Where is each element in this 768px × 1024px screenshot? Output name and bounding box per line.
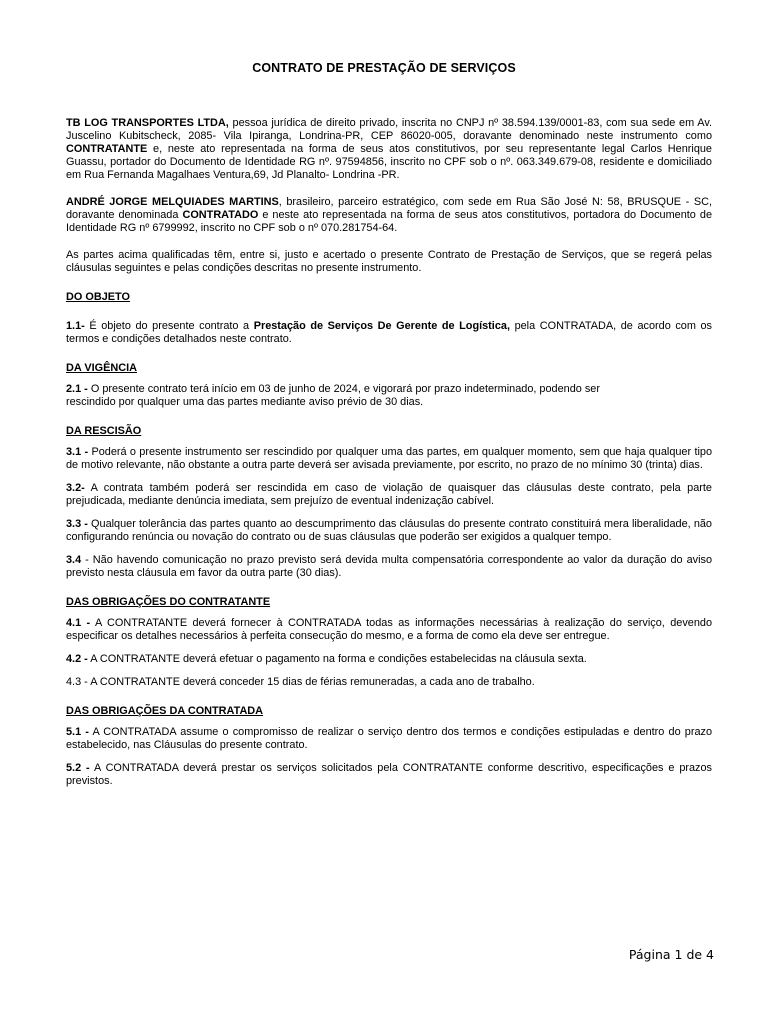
agreement-paragraph: As partes acima qualificadas têm, entre si, justo e acertado o presente Contrato de Prestação de Serviços, que se regerá pelas cláusulas seguintes e pelas condições descritas no presente instrumento.	[66, 249, 712, 274]
clause-number: 3.1 -	[66, 446, 89, 458]
clause-text: É objeto do presente contrato a	[84, 320, 254, 332]
clause-number: 4.2 -	[66, 653, 88, 665]
clause-4-3: 4.3 - A CONTRATANTE deverá conceder 15 dias de férias remuneradas, a cada ano de trabalho.	[66, 676, 535, 688]
clause-5-2	[66, 762, 712, 788]
contratado-name: ANDRÉ JORGE MELQUIADES MARTINS	[66, 196, 279, 208]
heading-vigencia: DA VIGÊNCIA	[66, 362, 137, 374]
clause-3-1	[66, 446, 712, 472]
contratado-text-2: e neste ato representada na forma de seus atos constitutivos, portadora do Documento de Identidade RG nº 6799992, inscrito no CPF sob o nº 070.281754-64.	[66, 209, 712, 234]
contratado-paragraph	[66, 196, 712, 235]
clause-number: 5.2 -	[66, 762, 90, 774]
clause-text: O presente contrato terá início em 03 de junho de 2024, e vigorará por prazo indeterminado, podendo ser	[87, 383, 600, 395]
clause-2-1	[66, 383, 712, 409]
clause-number: 4.1 -	[66, 617, 91, 629]
document-title: CONTRATO DE PRESTAÇÃO DE SERVIÇOS	[252, 61, 516, 75]
clause-text: - Não havendo comunicação no prazo previsto será devida multa compensatória correspondente ao valor da duração do aviso previsto nesta cláusula em favor da outra parte (30 dias).	[66, 554, 712, 579]
clause-4-2	[66, 653, 712, 666]
clause-text: pela CONTRATADA, de acordo com os termos e condições detalhados neste contrato.	[66, 320, 712, 345]
clause-text: A CONTRATANTE deverá fornecer à CONTRATADA todas as informações necessárias à realização do serviço, devendo especificar os detalhes necessários à perfeita consecução do mesmo, e a forma de como ela deve ser entregue.	[66, 617, 712, 642]
contratado-text-1: , brasileiro, parceiro estratégico, com sede em Rua São José N: 58, BRUSQUE - SC, doravante denominada	[66, 196, 712, 221]
heading-obrigacoes-contratante: DAS OBRIGAÇÕES DO CONTRATANTE	[66, 596, 271, 608]
contratante-text-2: e, neste ato representada na forma de seus atos constitutivos, por seu representante legal Carlos Henrique Guassu, portador do Documento de Identidade RG nº. 97594856, inscrito no CPF sob o nº. 063.349.679-08, residente e domiciliado em Rua Fernanda Magalhaes Ventura,69, Jd Planalto- Londrina -PR.	[66, 143, 712, 181]
contratante-role: CONTRATANTE	[66, 143, 148, 155]
clause-text: Poderá o presente instrumento ser rescindido por qualquer uma das partes, em qualquer momento, sem que haja qualquer tipo de motivo relevante, não obstante a outra parte deverá ser avisada previamente, por escrito, no prazo de no mínimo 30 (trinta) dias.	[66, 446, 713, 471]
contratante-paragraph	[66, 117, 712, 182]
clause-number: 1.1-	[66, 320, 85, 332]
clause-number: 3.4	[66, 554, 82, 566]
clause-3-3	[66, 518, 712, 544]
clause-text: A CONTRATADA deverá prestar os serviços solicitados pela CONTRATANTE conforme descritivo, especificações e prazos previstos.	[66, 762, 713, 787]
clause-5-1	[66, 726, 712, 752]
heading-rescisao: DA RESCISÃO	[66, 425, 142, 437]
contratante-text-1: pessoa jurídica de direito privado, inscrita no CNPJ nº 38.594.139/0001-83, com sua sede em Av. Juscelino Kubitscheck, 2085- Vila Ipiranga, Londrina-PR, CEP 86020-005, doravante denominado neste instrumento como	[66, 117, 713, 142]
clause-number: 5.1 -	[66, 726, 89, 738]
clause-3-2	[66, 482, 712, 508]
clause-1-1	[66, 320, 712, 346]
clause-number: 3.3 -	[66, 518, 88, 530]
heading-objeto: DO OBJETO	[66, 291, 130, 303]
clause-3-4	[66, 554, 712, 580]
clause-number: 3.2-	[66, 482, 85, 494]
contratante-name: TB LOG TRANSPORTES LTDA,	[66, 117, 229, 129]
clause-bold-text: Prestação de Serviços De Gerente de Logística,	[253, 320, 510, 332]
page-number: Página 1 de 4	[628, 947, 714, 962]
heading-obrigacoes-contratada: DAS OBRIGAÇÕES DA CONTRATADA	[66, 705, 264, 717]
clause-number: 2.1 -	[66, 383, 88, 395]
clause-text: Qualquer tolerância das partes quanto ao descumprimento das cláusulas do presente contrato constituirá mera liberalidade, não configurando renúncia ou novação do contrato ou de suas cláusulas que poderão ser exigidos a qualquer tempo.	[66, 518, 712, 543]
clause-text: A contrata também poderá ser rescindida em caso de violação de quaisquer das cláusulas deste contrato, pela parte prejudicada, mediante denúncia imediata, sem prejuízo de eventual indenização cabível.	[66, 482, 712, 507]
document-body	[66, 117, 712, 798]
contratado-role: CONTRATADO	[182, 209, 259, 221]
clause-text: rescindido por qualquer uma das partes mediante aviso prévio de 30 dias.	[66, 396, 424, 408]
clause-text: A CONTRATADA assume o compromisso de realizar o serviço dentro dos termos e condições estipuladas e dentro do prazo estabelecido, nas Cláusulas do presente contrato.	[66, 726, 713, 751]
clause-text: A CONTRATANTE deverá efetuar o pagamento na forma e condições estabelecidas na cláusula sexta.	[87, 653, 587, 665]
clause-4-1	[66, 617, 712, 643]
